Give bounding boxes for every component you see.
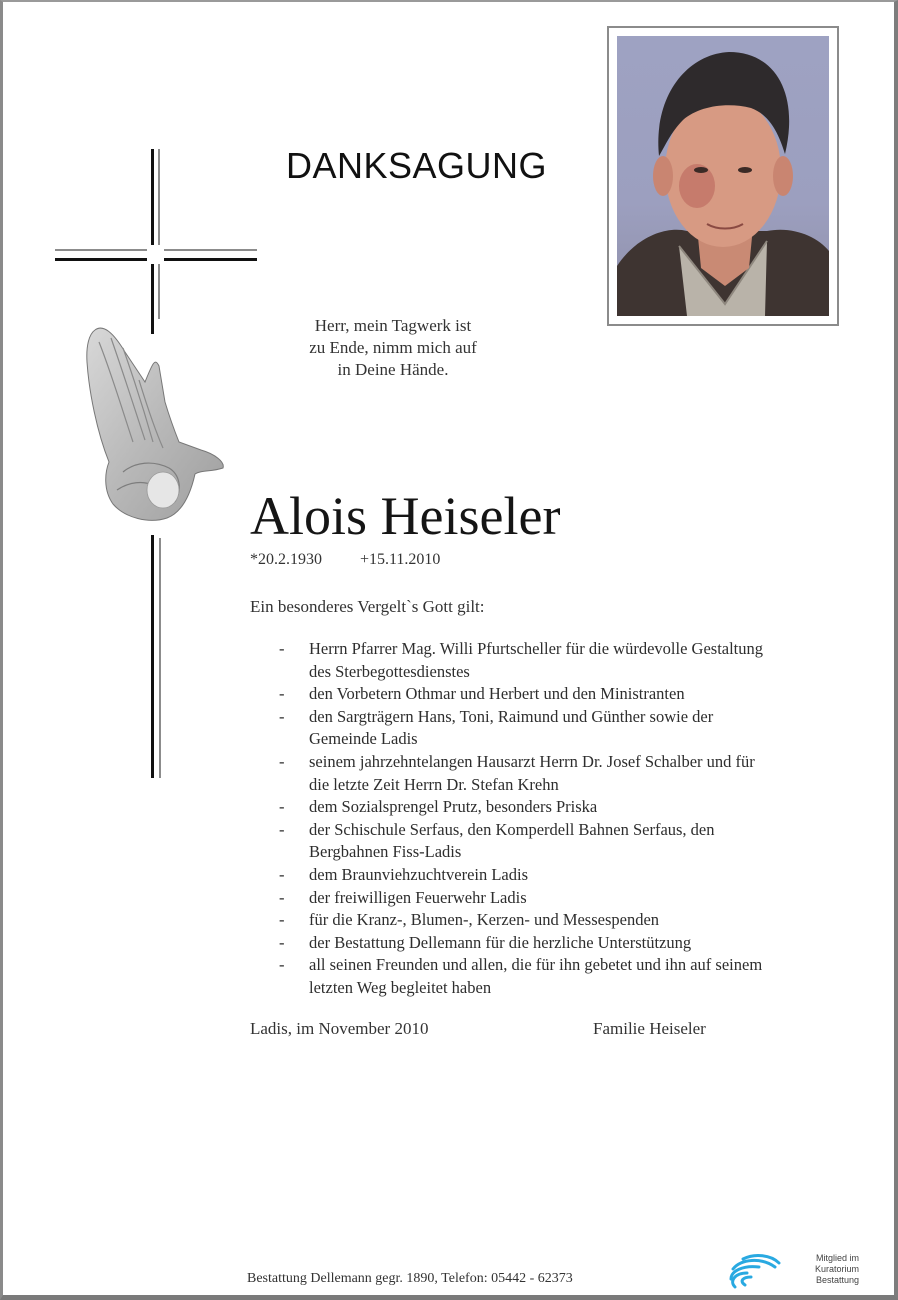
thanks-intro: Ein besonderes Vergelt`s Gott gilt: (250, 597, 485, 616)
kuratorium-logo (725, 1249, 865, 1291)
death-date: +15.11.2010 (360, 551, 441, 568)
verse-line: Herr, mein Tagwerk ist (314, 316, 472, 335)
portrait-frame (607, 26, 839, 326)
list-item: - all seinen Freunden und allen, die für ihn gebetet und ihn auf seinem letzten Weg begleitet haben (279, 955, 763, 997)
verse-line: zu Ende, nimm mich auf (309, 338, 477, 357)
birth-date: *20.2.1930 (250, 551, 322, 568)
list-item: - den Sargträgern Hans, Toni, Raimund und Günther sowie der Gemeinde Ladis (279, 706, 714, 749)
verse-line: in Deine Hände. (337, 360, 449, 379)
thanks-list (273, 638, 773, 1000)
list-item: - seinem jahrzehntelangen Hausarzt Herrn Dr. Josef Schalber und für die letzte Zeit Herrn Dr. Stefan Krehn (279, 751, 755, 794)
page-title: DANKSAGUNG (286, 145, 548, 186)
list-item: - der Bestattung Dellemann für die herzliche Unterstützung (279, 932, 692, 952)
list-item: - der freiwilligen Feuerwehr Ladis (279, 887, 527, 907)
place-date: Ladis, im November 2010 (250, 1019, 429, 1038)
list-item: - für die Kranz-, Blumen-, Kerzen- und Messespenden (279, 910, 660, 930)
portrait-photo (617, 36, 829, 316)
list-item: - Herrn Pfarrer Mag. Willi Pfurtscheller für die würdevolle Gestaltung des Sterbegottesdienstes (279, 639, 764, 681)
life-dates (250, 551, 478, 569)
verse (273, 315, 513, 381)
list-item: - der Schischule Serfaus, den Komperdell Bahnen Serfaus, den Bergbahnen Fiss-Ladis (279, 819, 715, 862)
kuratorium-logo-icon (725, 1249, 785, 1291)
undertaker-info: Bestattung Dellemann gegr. 1890, Telefon: 05442 - 62373 (247, 1271, 573, 1286)
list-item: - den Vorbetern Othmar und Herbert und den Ministranten (279, 684, 685, 704)
praying-hands-icon (83, 322, 233, 532)
list-item: - dem Sozialsprengel Prutz, besonders Priska (279, 797, 598, 817)
list-item: - dem Braunviehzuchtverein Ladis (279, 864, 529, 884)
logo-text: Mitglied im Kuratorium Bestattung (814, 1253, 859, 1285)
deceased-name: Alois Heiseler (250, 486, 561, 546)
signature: Familie Heiseler (593, 1019, 706, 1038)
